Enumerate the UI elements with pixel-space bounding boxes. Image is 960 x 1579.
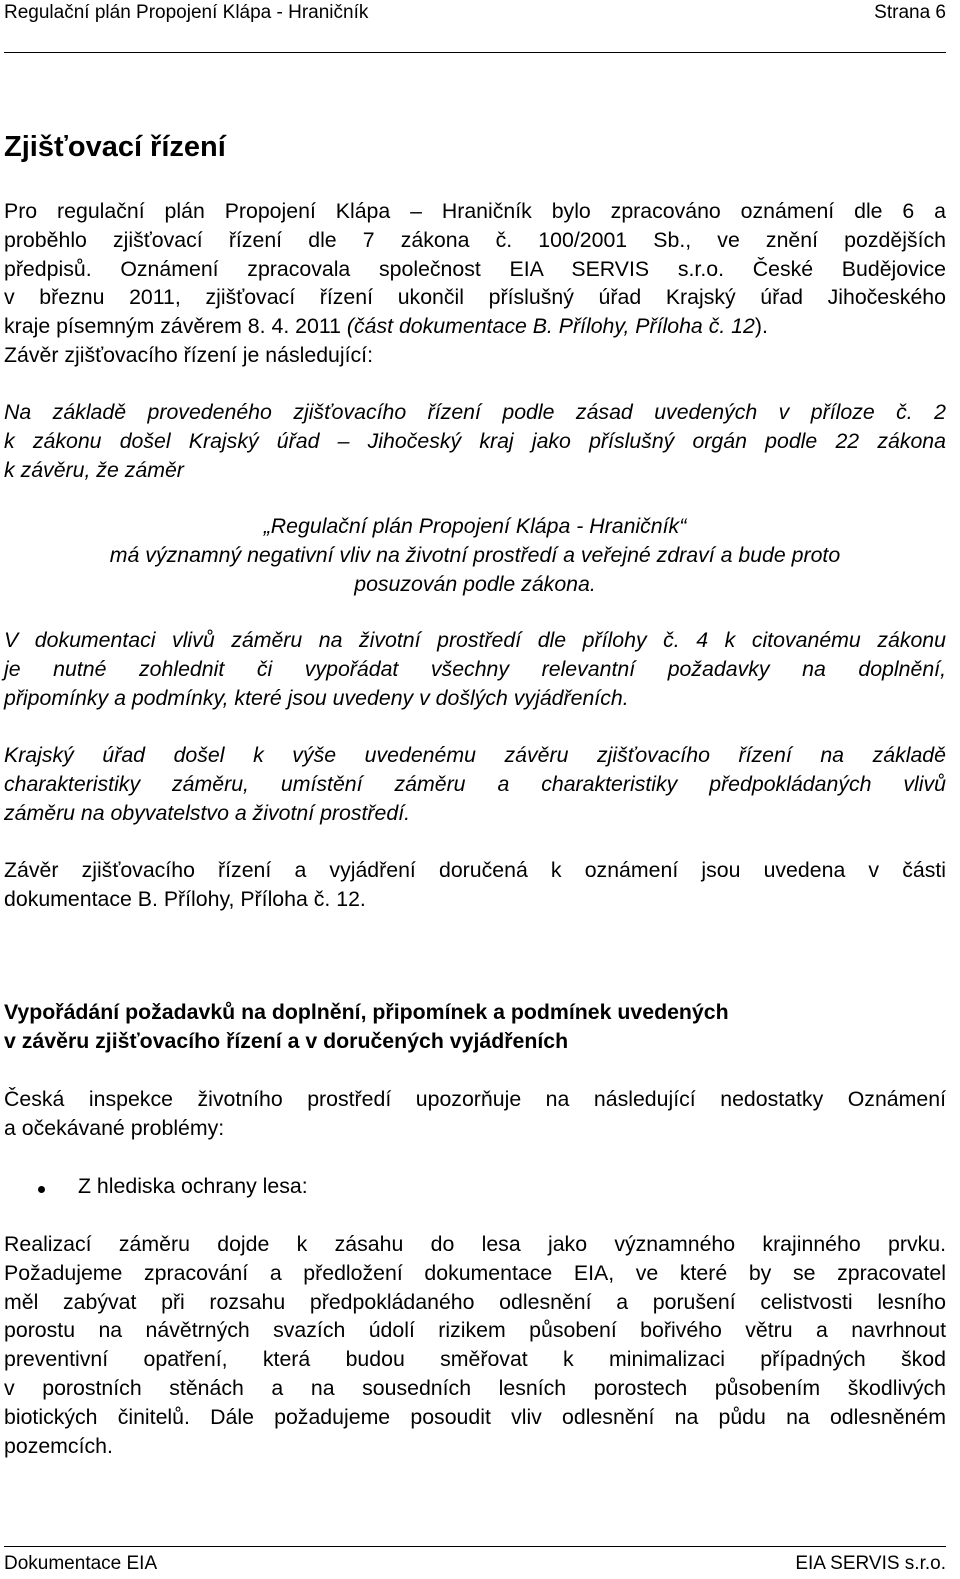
text-fragment: kraje písemným závěrem 8. 4. 2011 [4, 314, 347, 339]
header-document-title: Regulační plán Propojení Klápa - Hraničník [4, 2, 369, 23]
bullet-item: Z hlediska ochrany lesa: [78, 1174, 308, 1198]
section-heading-2 [4, 998, 946, 1056]
text-line: Pro regulační plán Propojení Klápa – Hraničník bylo zpracováno oznámení dle 6 a [4, 199, 946, 223]
text-line: Česká inspekce životního prostředí upozorňuje na následující nedostatky Oznámení [4, 1087, 946, 1111]
text-line: je nutné zohlednit či vypořádat všechny relevantní požadavky na doplnění, [4, 656, 946, 681]
text-line: porostu na návětrných svazích údolí rizikem působení bořivého větru a navrhnout [4, 1318, 946, 1343]
text-line: Závěr zjišťovacího řízení a vyjádření doručená k oznámení jsou uvedena v části [4, 858, 946, 882]
text-line: Na základě provedeného zjišťovacího řízení podle zásad uvedených v příloze č. 2 [4, 400, 946, 424]
text-line: Krajský úřad došel k výše uvedenému závěru zjišťovacího řízení na základě [4, 743, 946, 767]
text-fragment-italic: (část dokumentace B. Přílohy, Příloha č. 12 [346, 314, 755, 339]
text-line [4, 312, 946, 341]
footer-left-text: Dokumentace EIA [4, 1553, 158, 1574]
text-line: v porostních stěnách a na sousedních lesních porostech působením škodlivých [4, 1375, 946, 1400]
footer-rule [4, 1546, 946, 1547]
text-line: měl zabývat při rozsahu předpokládaného odlesnění a porušení celistvosti lesního [4, 1289, 946, 1314]
text-line: Realizací záměru dojde k zásahu do lesa jako významného krajinného prvku. [4, 1232, 946, 1256]
text-line: proběhlo zjišťovací řízení dle 7 zákona č. 100/2001 Sb., ve znění pozdějších [4, 227, 946, 252]
text-fragment: ). [754, 314, 768, 339]
text-line: má významný negativní vliv na životní prostředí a veřejné zdraví a bude proto [109, 542, 841, 567]
header-rule [4, 52, 946, 53]
paragraph-conclusion [4, 398, 946, 484]
text-line: V dokumentaci vlivů záměru na životní prostředí dle přílohy č. 4 k citovanému zákonu [4, 628, 946, 652]
footer-right-text: EIA SERVIS s.r.o. [795, 1553, 946, 1574]
text-line: biotických činitelů. Dále požadujeme posoudit vliv odlesnění na půdu na odlesněném [4, 1404, 946, 1429]
paragraph-intro [4, 197, 946, 370]
paragraph-basis [4, 741, 946, 827]
heading-line: v závěru zjišťovacího řízení a v doručených vyjádřeních [4, 1029, 569, 1053]
paragraph-reference [4, 856, 946, 914]
heading-line: Vypořádání požadavků na doplnění, připomínek a podmínek uvedených [4, 1000, 729, 1024]
text-line: Požadujeme zpracování a předložení dokumentace EIA, ve které by se zpracovatel [4, 1260, 946, 1285]
header-page-number: Strana 6 [874, 2, 946, 23]
text-line: v březnu 2011, zjišťovací řízení ukončil příslušný úřad Krajský úřad Jihočeského [4, 285, 946, 310]
paragraph-documentation [4, 626, 946, 712]
text-line: preventivní opatření, která budou směřovat k minimalizaci případných škod [4, 1347, 946, 1372]
centered-statement [4, 512, 946, 598]
paragraph-inspection [4, 1085, 946, 1143]
text-line: „Regulační plán Propojení Klápa - Hraničník“ [263, 514, 687, 538]
section-title: Zjišťovací řízení [4, 131, 226, 163]
text-line: posuzován podle zákona. [354, 571, 596, 596]
text-line: k závěru, že záměr [4, 457, 184, 482]
text-line: k zákonu došel Krajský úřad – Jihočeský kraj jako příslušný orgán podle 22 zákona [4, 428, 946, 453]
text-line: charakteristiky záměru, umístění záměru a charakteristiky předpokládaných vlivů [4, 771, 946, 796]
text-line: a očekávané problémy: [4, 1115, 225, 1140]
text-line: Závěr zjišťovacího řízení je následující: [4, 342, 374, 367]
paragraph-forest [4, 1230, 946, 1460]
text-line: předpisů. Oznámení zpracovala společnost EIA SERVIS s.r.o. České Budějovice [4, 256, 946, 281]
text-line: pozemcích. [4, 1433, 113, 1458]
text-line: připomínky a podmínky, které jsou uvedeny v došlých vyjádřeních. [4, 685, 629, 710]
text-line: dokumentace B. Přílohy, Příloha č. 12. [4, 886, 366, 911]
bullet-icon [38, 1186, 45, 1193]
text-line: záměru na obyvatelstvo a životní prostředí. [4, 800, 411, 825]
